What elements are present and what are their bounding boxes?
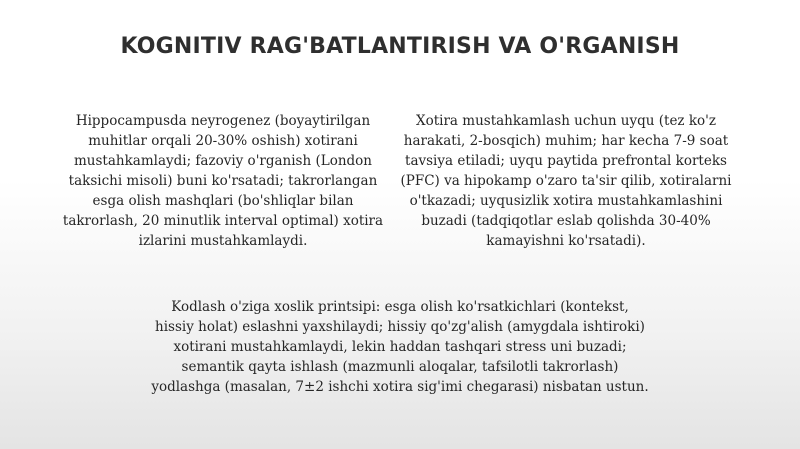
slide-title: KOGNITIV RAG'BATLANTIRISH VA O'RGANISH	[120, 34, 680, 59]
right-paragraph: Xotira mustahkamlash uchun uyqu (tez ko'z harakati, 2-bosqich) muhim; har kecha 7-9 soat tavsiya etiladi; uyqu paytida prefrontal korteks (PFC) va hipokamp o'zaro ta'sir qilib, xotiralarni o'tkazadi; uyqusizlik xotira mustahkamlashini buzadi (tadqiqotlar eslab qolishda 30-40% kamayishni ko'rsatadi).	[400, 113, 732, 249]
left-paragraph: Hippocampusda neyrogenez (boyaytirilgan muhitlar orqali 20-30% oshish) xotirani mustahkamlaydi; fazoviy o'rganish (London taksichi misoli) buni ko'rsatadi; takrorlangan esga olish mashqlari (bo'shliqlar bilan takrorlash, 20 minutlik interval optimal) xotira izlarini mustahkamlaydi.	[62, 113, 384, 249]
bottom-paragraph: Kodlash o'ziga xoslik printsipi: esga olish ko'rsatkichlari (kontekst, hissiy holat) eslashni yaxshilaydi; hissiy qo'zg'alish (amygdala ishtiroki) xotirani mustahkamlaydi, lekin haddan tashqari stress uni buzadi; semantik qayta ishlash (mazmunli aloqalar, tafsilotli takrorlash) yodlashga (masalan, 7±2 ishchi xotira sig'imi chegarasi) nisbatan ustun.	[151, 299, 649, 395]
